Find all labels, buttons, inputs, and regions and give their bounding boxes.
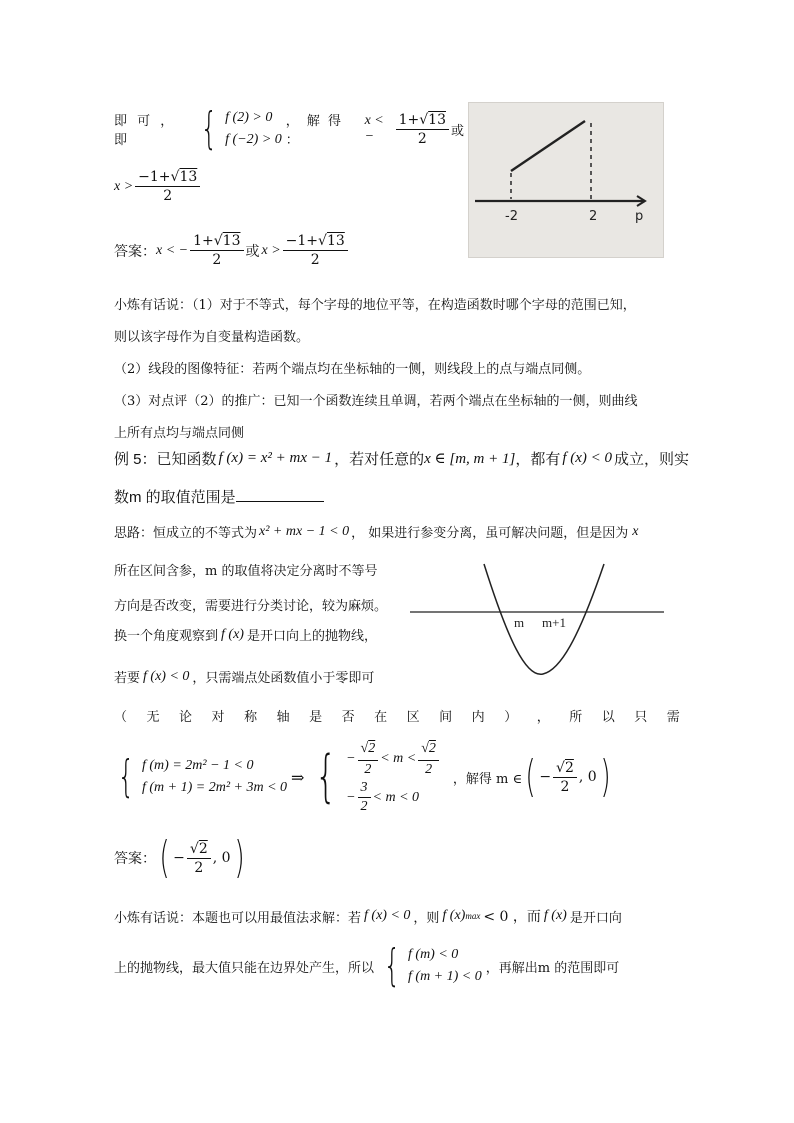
frac-den: 2 [212,252,222,268]
spaced-char: （ [114,710,128,725]
sys-eq-b: f (m + 1) = 2m² + 3m < 0 [142,780,288,795]
spaced-char: 轴 [276,710,290,725]
answer-or: 或 [245,243,260,260]
spaced-char: 称 [244,710,258,725]
note-fx: f (x) [543,908,567,923]
frac-den: 2 [364,762,372,777]
idea-condition: f (x) < 0 [143,668,190,684]
idea-text: 是开口向上的抛物线， [246,629,377,644]
ex5-condition: f (x) < 0 [562,450,613,466]
ex5-q-line2: 数m 的取值范围是 [114,489,236,506]
sqrt-arg: 13 [179,169,198,185]
frac-den: 2 [560,778,570,795]
rhs-post: < m < 0 [372,789,420,805]
note-sys-a: f (m) < 0 [408,947,459,962]
note-1a: 小炼有话说：（1）对于不等式，每个字母的地位平等，在构造函数时哪个字母的范围已知， [114,298,636,313]
frac-den: 2 [360,799,368,814]
solve-label: ，解得 m ∈ [452,771,523,787]
spaced-char: ） [504,710,518,725]
sqrt-arg: 13 [428,111,446,128]
spaced-char: 所 [569,710,583,725]
note-1b: 则以该字母作为自变量构造函数。 [114,330,310,345]
frac-den: 2 [417,130,427,147]
ex4-line1-prefix: 即 可 ， 即 [114,114,177,148]
answer-frac-2: $\frac{-1+√13}{2}$ [283,232,348,269]
idea-line3: 方向是否改变，需要进行分类讨论，较为麻烦。 [114,599,388,614]
segment-sketch [469,103,663,257]
ex4-notes [114,290,680,450]
note-text: < 0 ，而 [483,909,541,925]
spaced-char: ， [536,710,550,725]
answer-label: 答案： [114,242,156,259]
frac-num: −1+ [138,169,171,185]
answer-frac-1: $\frac{1+√13}{2}$ [190,232,243,269]
minus: − [173,850,185,866]
sqrt-arg: 2 [368,741,376,756]
idea-line5 [114,667,374,686]
note-text: ，再解出m 的范围即可 [485,960,620,976]
sqrt-arg: 13 [326,233,345,249]
label-2: 2 [589,209,598,224]
answer-x-greater: x > [261,242,281,258]
sqrt-arg: 2 [564,759,574,776]
frac-num: 1+ [193,233,214,249]
ex5-interval: x ∈ [m, m + 1] [424,451,516,467]
interval-end: , 0 [212,850,231,866]
solution-system-right: { − $\frac{√2}{2}$ < m < $\frac{√2}{2}$ − $\frac{3}{2}$ < m < 0 [308,738,440,816]
idea-text: 换一个角度观察到 [114,629,219,644]
ex5-note-line1 [114,906,684,926]
idea-line1 [114,522,680,541]
idea-inequality: x² + mx − 1 < 0 [259,523,350,539]
spaced-char: 是 [309,710,323,725]
idea-x: x [632,523,639,539]
frac-num: 1+ [398,111,420,128]
idea-text: 思路：恒成立的不等式为 [114,526,258,541]
label-p: p [635,209,644,224]
minus: − [539,769,552,785]
note-text: 是开口向 [569,910,622,926]
ex5-question-line1 [114,448,690,469]
parabola-svg [408,560,668,680]
frac-den: 2 [163,188,173,204]
spaced-char: 对 [211,710,225,725]
sys-eq-a: f (m) = 2m² − 1 < 0 [142,758,254,773]
ex4-sys-b: f (−2) > 0 [225,132,282,147]
ex5-q-text: 成立，则实 [614,451,690,468]
spaced-char: 在 [374,710,388,725]
idea-line6 [114,706,680,725]
idea-text: ，只需端点处函数值小于零即可 [192,671,375,686]
frac-num: −1+ [285,233,319,249]
rhs-row-a: − $\frac{√2}{2}$ < m < $\frac{√2}{2}$ [346,738,441,779]
spaced-char: 只 [634,710,648,725]
ex5-label: 例 5：已知函数 [114,451,217,468]
label-m-plus-1: m+1 [542,615,566,630]
spaced-char: 无 [146,710,160,725]
ex5-note-line2 [114,940,620,991]
spaced-char: 间 [439,710,453,725]
note-3a: （3）对点评（2）的推广：已知一个函数连续且单调，若两个端点在坐标轴的一侧，则曲线 [114,394,638,409]
idea-text: ， 如果进行参变分离，虽可解决问题，但是因为 [351,526,629,541]
idea-text: 若要 [114,671,141,686]
frac-num: 3 [358,779,371,798]
frac-den: 2 [310,252,320,268]
spaced-char: 否 [341,710,355,725]
solution-system-left: { f (m) = 2m² − 1 < 0 f (m + 1) = 2m² + 3m < 0 [117,751,288,802]
idea-line4 [114,625,377,644]
note-fmax: f (x) [442,908,466,923]
spaced-char: 以 [601,710,615,725]
ex5-function: f (x) = x² + mx − 1 [218,450,333,466]
note-sys-b: f (m + 1) < 0 [408,969,482,984]
note-text: 上的抛物线，最大值只能在边界处产生，所以 [114,960,375,976]
spaced-char: 内 [471,710,485,725]
ex4-solve-text: ， 解 得 ： [285,114,344,148]
solution-row: { f (m) = 2m² − 1 < 0 f (m + 1) = 2m² + 3m < 0 ⇒ { − $\frac{√2}{2}$ < m < $\frac{√2}{2}$ − $\frac{3}{2}$ < m < 0 ，解得 m ∈ ( − $\frac{√2}{2}$ , 0 ) [112,738,614,816]
ex5-q-text: ，都有 [515,451,561,468]
rhs-mid: < m < [380,750,417,766]
sqrt-arg: 13 [222,233,241,249]
spaced-char: 需 [666,710,680,725]
segment-photo [468,102,664,258]
ex4-answer [114,232,350,269]
frac-den: 2 [425,762,433,777]
implies-arrow: ⇒ [291,767,305,787]
parabola-graph [408,560,668,680]
sqrt-arg: 2 [428,741,436,756]
label-m: m [514,615,525,630]
answer-blank[interactable] [236,487,324,502]
ex5-q-text: ，若对任意的 [334,451,425,468]
spaced-char: 区 [406,710,420,725]
note-3b: 上所有点均与端点同侧 [114,426,245,441]
ex4-frac-1: $\frac{1+√13}{2}$ [396,111,449,148]
ex4-line1 [114,104,464,154]
note-condition: f (x) < 0 [364,908,411,923]
ex4-or: 或 [450,123,464,139]
label-minus-2: -2 [505,209,518,224]
ex4-system: { f (2) > 0 f (−2) > 0 [200,103,282,154]
frac-den: 2 [194,859,204,876]
idea-fx: f (x) [221,626,244,642]
minus: − [346,789,356,805]
ex5-question-line2 [114,486,324,507]
ex4-frac-2: $\frac{-1+√13}{2}$ [135,168,200,205]
answer-x-less: x < − [156,242,189,258]
ex4-line2 [114,168,202,205]
note-system: { f (m) < 0 f (m + 1) < 0 [383,940,482,991]
ex4-x-less: x < − [364,113,384,144]
ex4-x-greater: x > [114,178,134,194]
rhs-row-b [346,779,441,816]
ex4-sys-a: f (2) > 0 [225,110,273,125]
note-text: ，则 [413,910,440,926]
interval-end: , 0 [578,769,597,785]
note-text: 小炼有话说：本题也可以用最值法求解：若 [114,910,362,926]
idea-line2: 所在区间含参，m 的取值将决定分离时不等号 [114,564,378,579]
sqrt-arg: 2 [198,840,208,857]
segment-line [511,121,585,171]
minus: − [346,750,356,766]
answer-label: 答案： [114,850,156,866]
ex5-answer: 答案： ( − $\frac{√2}{2}$ , 0 ) [114,832,245,883]
note-2: （2）线段的图像特征：若两个端点均在坐标轴的一侧，则线段上的点与端点同侧。 [114,362,591,377]
note-max-sub: max [465,911,481,921]
spaced-char: 论 [179,710,193,725]
